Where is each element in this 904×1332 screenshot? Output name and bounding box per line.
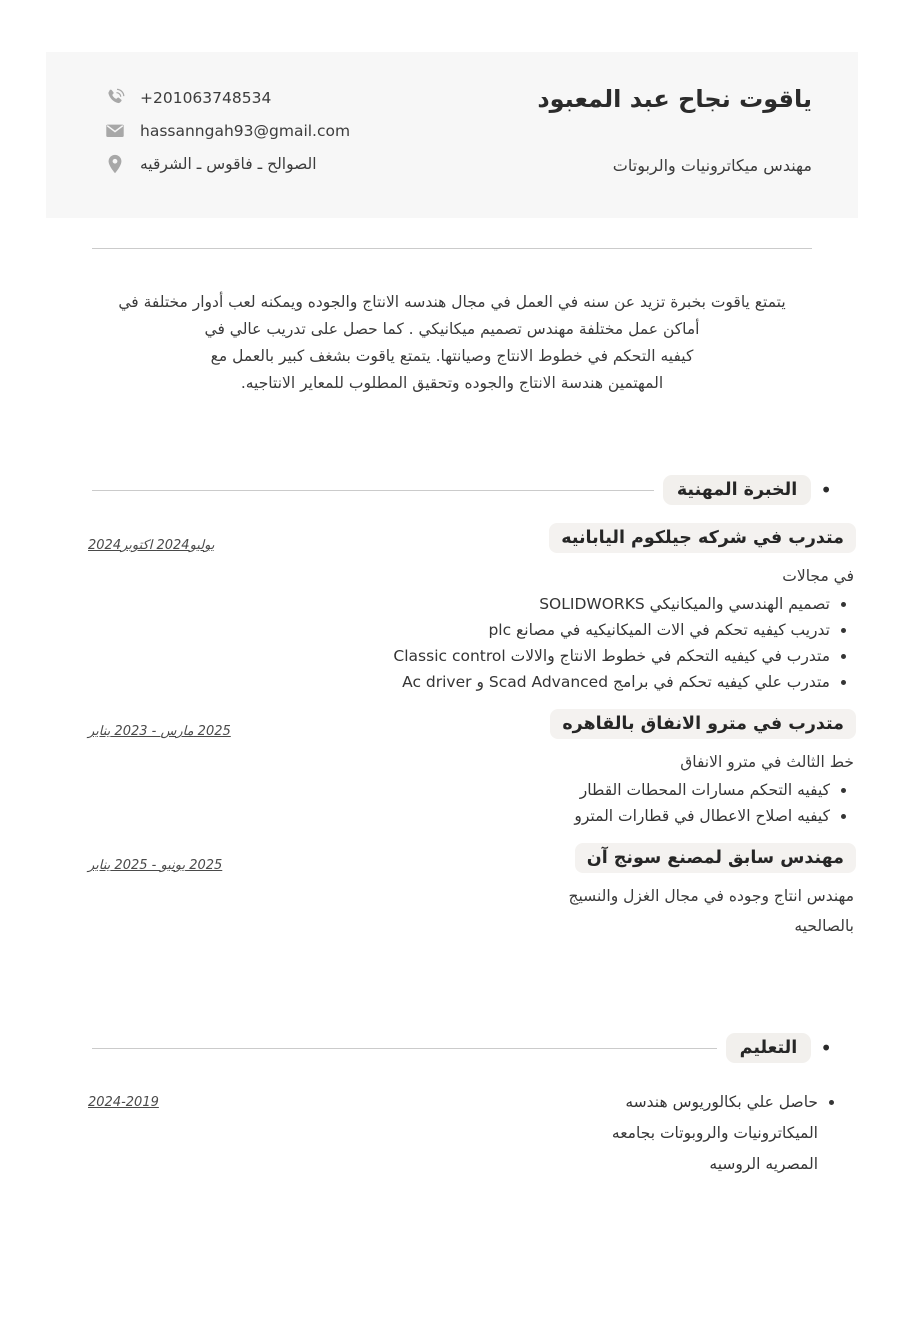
job-title: مهندس سابق لمصنع سونج آن bbox=[575, 843, 856, 873]
candidate-name: ياقوت نجاح عبد المعبود bbox=[537, 85, 812, 113]
contact-info bbox=[104, 87, 350, 218]
job-title: متدرب في مترو الانفاق بالقاهره bbox=[550, 709, 856, 739]
job-bullet: • كيفيه اصلاح الاعطال في قطارات المترو bbox=[258, 803, 830, 829]
job-date: يناير‎ 2023 - مارس‎ 2025 bbox=[88, 724, 231, 739]
experience-section-header bbox=[92, 475, 832, 505]
job-date: يناير‎ 2025 - يونيو‎ 2025 bbox=[88, 858, 223, 873]
contact-row-phone bbox=[104, 87, 350, 109]
envelope-icon bbox=[104, 120, 126, 142]
experience-list bbox=[88, 523, 856, 941]
job-bullet: • كيفيه التحكم مسارات المحطات القطار bbox=[258, 777, 830, 803]
phone-number: +201063748534 bbox=[140, 89, 272, 107]
summary-line: المهتمين هندسة الانتاج والجوده وتحقيق المطلوب للمعاير الانتاجيه. bbox=[240, 374, 664, 392]
contact-row-location bbox=[104, 153, 350, 175]
job-subtitle: خط الثالث في مترو الانفاق bbox=[680, 753, 854, 771]
location-text: الصوالح ـ فاقوس ـ الشرقيه bbox=[140, 155, 317, 173]
section-bullet-icon: • bbox=[820, 478, 832, 502]
section-rule bbox=[92, 1048, 717, 1049]
job-bullet: • متدرب علي كيفيه تحكم في برامج Scad Advanced و Ac driver bbox=[258, 669, 830, 695]
job-bullet: • تصميم الهندسي والميكانيكي SOLIDWORKS bbox=[258, 591, 830, 617]
education-list bbox=[573, 1087, 844, 1180]
education-entry bbox=[88, 1087, 844, 1180]
section-rule bbox=[92, 490, 654, 491]
job-title: متدرب في شركه جيلكوم اليابانيه bbox=[549, 523, 856, 553]
summary-line: كيفيه التحكم في خطوط الانتاج وصيانتها. يتمتع ياقوت بشغف كبير بالعمل مع bbox=[210, 347, 694, 365]
education-date: 2024-2019 bbox=[88, 1095, 159, 1110]
job-subtitle: في مجالات bbox=[782, 567, 854, 585]
job-bullet-list bbox=[258, 777, 856, 829]
phone-icon bbox=[104, 87, 126, 109]
resume-header bbox=[46, 52, 858, 218]
job-main bbox=[258, 843, 856, 941]
experience-section-title: الخبرة المهنية bbox=[663, 475, 811, 505]
job-main bbox=[258, 523, 856, 695]
contact-row-email bbox=[104, 120, 350, 142]
job-bullet: • تدريب كيفيه تحكم في الات الميكانيكيه في مصانع plc bbox=[258, 617, 830, 643]
resume-page bbox=[0, 52, 904, 1180]
summary-line: يتمتع ياقوت بخبرة تزيد عن سنه في العمل في مجال هندسه الانتاج والجوده ويمكنه لعب أدوار مختلفة في bbox=[118, 293, 786, 311]
job-main bbox=[258, 709, 856, 829]
header-divider bbox=[92, 248, 812, 249]
summary-section bbox=[50, 289, 854, 397]
candidate-job-title: مهندس ميكاترونيات والربوتات bbox=[612, 155, 812, 175]
education-section-title: التعليم bbox=[726, 1033, 812, 1063]
identity-block bbox=[537, 85, 812, 218]
job-entry bbox=[88, 843, 856, 941]
section-bullet-icon: • bbox=[820, 1036, 832, 1060]
job-entry bbox=[88, 523, 856, 695]
email-address: hassanngah93@gmail.com bbox=[140, 122, 351, 140]
job-bullet-list bbox=[258, 591, 856, 695]
location-pin-icon bbox=[104, 153, 126, 175]
job-date: يوليو2024 اكتوبر2024 bbox=[88, 538, 215, 553]
job-bullet: • متدرب في كيفيه التحكم في خطوط الانتاج والالات Classic control bbox=[258, 643, 830, 669]
summary-line: أماكن عمل مختلفة مهندس تصميم ميكانيكي . كما حصل على تدريب عالي في bbox=[204, 320, 700, 338]
education-section-header bbox=[92, 1033, 832, 1063]
job-description: مهندس انتاج وجوده في مجال الغزل والنسيج بالصالحيه bbox=[568, 887, 854, 935]
job-entry bbox=[88, 709, 856, 829]
education-item: • حاصل علي بكالوريوس هندسه الميكاترونيات والروبوتات بجامعه المصريه الروسيه bbox=[573, 1087, 818, 1180]
